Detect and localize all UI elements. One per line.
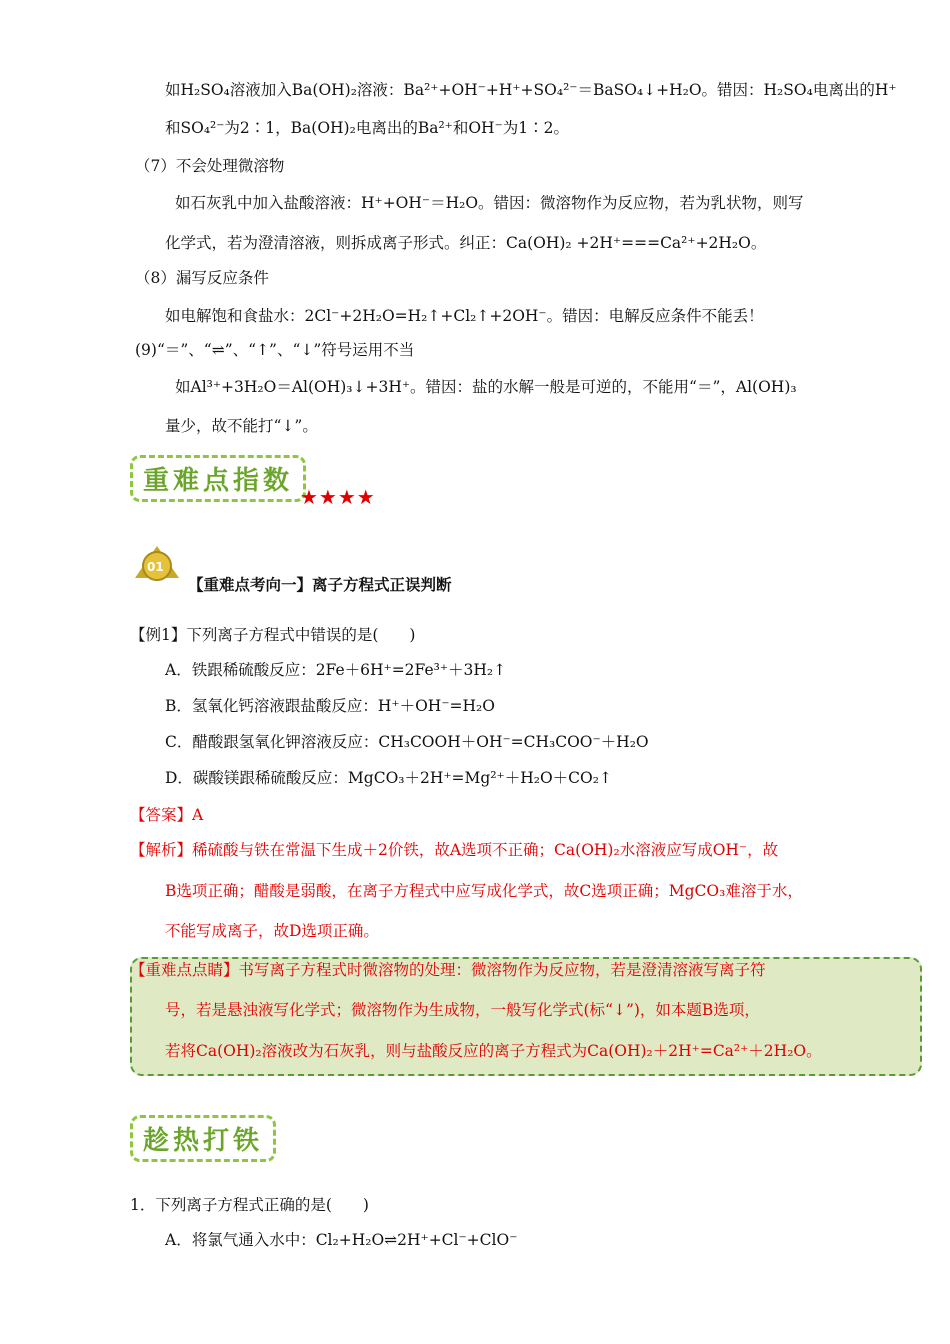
question-stem: 1．下列离子方程式正确的是( ) [130, 1196, 369, 1214]
option-c: C．醋酸跟氢氧化钾溶液反应：CH₃COOH＋OH⁻=CH₃COO⁻＋H₂O [165, 733, 649, 751]
text-line: 如石灰乳中加入盐酸溶液：H⁺+OH⁻＝H₂O。错因：微溶物作为反应物，若为乳状物，则写 [175, 194, 804, 212]
text-line: 和SO₄²⁻为2∶1，Ba(OH)₂电离出的Ba²⁺和OH⁻为1∶2。 [165, 119, 569, 137]
section-heading: （7）不会处理微溶物 [135, 157, 285, 175]
difficulty-stars: ★★★★ [300, 485, 376, 509]
option-b: B．氢氧化钙溶液跟盐酸反应：H⁺＋OH⁻=H₂O [165, 697, 495, 715]
text-line: 化学式，若为澄清溶液，则拆成离子形式。纠正：Ca(OH)₂ +2H⁺===Ca²⁺+2H₂O。 [165, 234, 767, 252]
direction-title: 【重难点考向一】离子方程式正误判断 [188, 575, 452, 594]
tip-line: 若将Ca(OH)₂溶液改为石灰乳，则与盐酸反应的离子方程式为Ca(OH)₂＋2H⁺=Ca²⁺＋2H₂O。 [165, 1042, 822, 1060]
text-line: 量少，故不能打“↓”。 [165, 417, 318, 435]
medal-number: 01 [147, 560, 164, 574]
question-option-a: A．将氯气通入水中：Cl₂+H₂O⇌2H⁺+Cl⁻+ClO⁻ [165, 1231, 518, 1249]
option-a: A．铁跟稀硫酸反应：2Fe＋6H⁺=2Fe³⁺＋3H₂↑ [165, 661, 507, 679]
answer: 【答案】A [130, 806, 204, 824]
difficulty-badge: 重难点指数 [130, 455, 306, 502]
option-d: D．碳酸镁跟稀硫酸反应：MgCO₃＋2H⁺=Mg²⁺＋H₂O＋CO₂↑ [165, 769, 612, 787]
text-line: 如电解饱和食盐水：2Cl⁻+2H₂O=H₂↑+Cl₂↑+2OH⁻。错因：电解反应条件不能丢！ [165, 307, 764, 325]
example-stem: 【例1】下列离子方程式中错误的是( ) [130, 626, 416, 644]
section-heading: (9)“＝”、“⇌”、“↑”、“↓”符号运用不当 [135, 341, 415, 359]
analysis-line: 不能写成离子，故D选项正确。 [165, 922, 379, 940]
text-line: 如H₂SO₄溶液加入Ba(OH)₂溶液：Ba²⁺+OH⁻+H⁺+SO₄²⁻＝BaSO₄↓+H₂O。错因：H₂SO₄电离出的H⁺ [165, 81, 897, 99]
analysis-line: 【解析】稀硫酸与铁在常温下生成＋2价铁，故A选项不正确；Ca(OH)₂水溶液应写成OH⁻，故 [130, 841, 779, 859]
practice-badge: 趁热打铁 [130, 1115, 276, 1162]
section-heading: （8）漏写反应条件 [135, 269, 269, 287]
analysis-line: B选项正确；醋酸是弱酸，在离子方程式中应写成化学式，故C选项正确；MgCO₃难溶于水， [165, 882, 803, 900]
tip-line: 号，若是悬浊液写化学式；微溶物作为生成物，一般写化学式(标“↓”)，如本题B选项， [165, 1001, 760, 1019]
tip-line: 【重难点点睛】书写离子方程式时微溶物的处理：微溶物作为反应物，若是澄清溶液写离子符 [130, 961, 766, 979]
text-line: 如Al³⁺+3H₂O＝Al(OH)₃↓+3H⁺。错因：盐的水解一般是可逆的，不能用“＝”，Al(OH)₃ [175, 378, 797, 396]
